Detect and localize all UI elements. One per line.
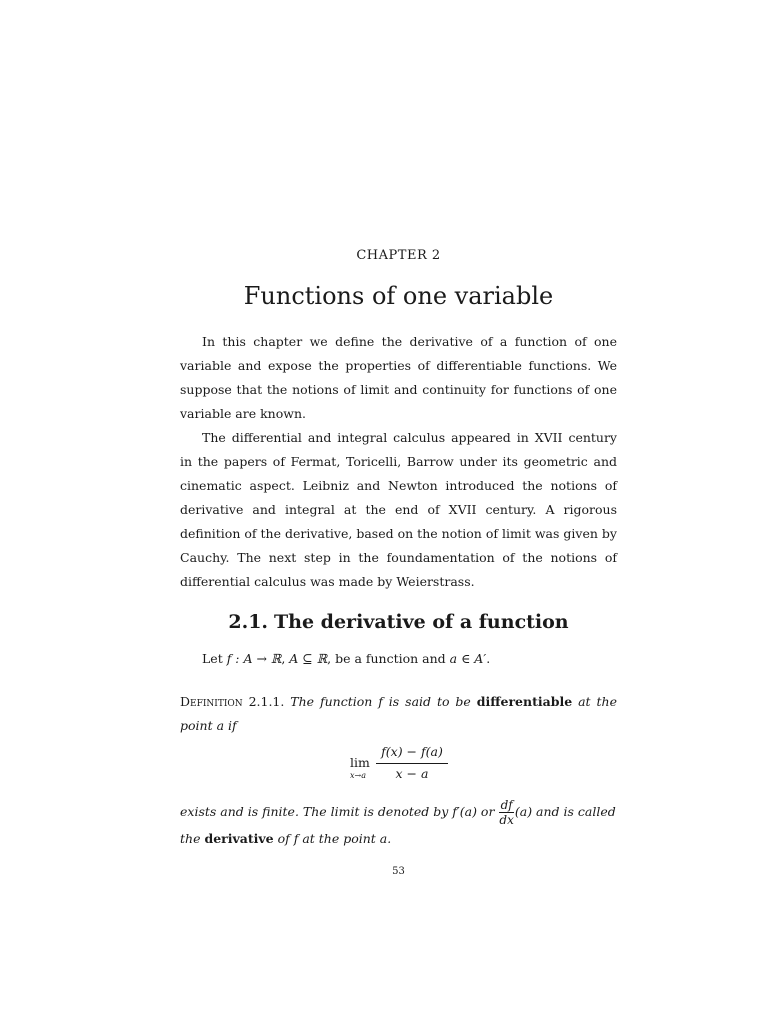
fraction-numerator: f(x) − f(a) (381, 744, 443, 759)
exists-line-2 (180, 829, 617, 849)
fraction-bar (376, 763, 448, 764)
let-sep: , (281, 651, 290, 666)
at-point-text: of f at the point a. (277, 831, 392, 846)
dfdx-fraction (499, 798, 513, 827)
intro-text (180, 330, 617, 594)
section-title-text: The derivative of a function (274, 611, 569, 633)
let-mid-text: , be a function and (327, 651, 450, 666)
let-word: Let (202, 651, 227, 666)
section-number: 2.1. (228, 611, 269, 633)
lim-operator: lim (350, 755, 370, 770)
exists-line-1 (180, 795, 617, 829)
derivative-notation-text (180, 795, 617, 849)
let-end: . (486, 651, 491, 666)
page (180, 0, 617, 1024)
the-word: the (180, 831, 201, 846)
term-derivative: derivative (204, 831, 274, 846)
chapter-label: CHAPTER 2 (356, 248, 441, 263)
definition-2-1-1 (180, 690, 617, 738)
dfdx-numerator: df (500, 798, 513, 812)
dfdx-denominator: dx (499, 813, 514, 827)
exists-text: exists and is finite. The limit is denoted by f′(a) or (180, 804, 495, 819)
section-title (180, 611, 617, 633)
function-map: f : A → ℝ (226, 651, 282, 666)
page-number: 53 (392, 866, 405, 877)
subset-relation: A ⊆ ℝ (289, 651, 328, 666)
lim-subscript: x→a (350, 771, 366, 780)
term-differentiable: differentiable (476, 694, 573, 709)
let-statement (180, 648, 617, 670)
intro-paragraph-2: The differential and integral calculus appeared in XVII century in the papers of Fermat, Toricelli, Barrow under its geometric and cinematic aspect. Leibniz and Newton introduced the notions of derivative and integral at the end of XVII century. A rigorous definition of the derivative, based on the notion of limit was given by Cauchy. The next step in the foundamentation of the notions of differential calculus was made by Weierstrass. (180, 430, 617, 589)
definition-body-end: at the point a if (180, 694, 617, 733)
membership-relation: a ∈ A′ (449, 651, 487, 666)
fraction-denominator: x − a (395, 766, 429, 781)
limit-formula (180, 744, 617, 784)
called-text: (a) and is called (514, 804, 616, 819)
chapter-title: Functions of one variable (243, 282, 554, 310)
intro-paragraph-1: In this chapter we define the derivative of a function of one variable and expose the properties of differentiable functions. We suppose that the notions of limit and continuity for functions of one variable are known. (180, 334, 617, 421)
definition-head: Definition 2.1.1. (180, 694, 285, 709)
definition-body-start: The function f is said to be (290, 694, 471, 709)
